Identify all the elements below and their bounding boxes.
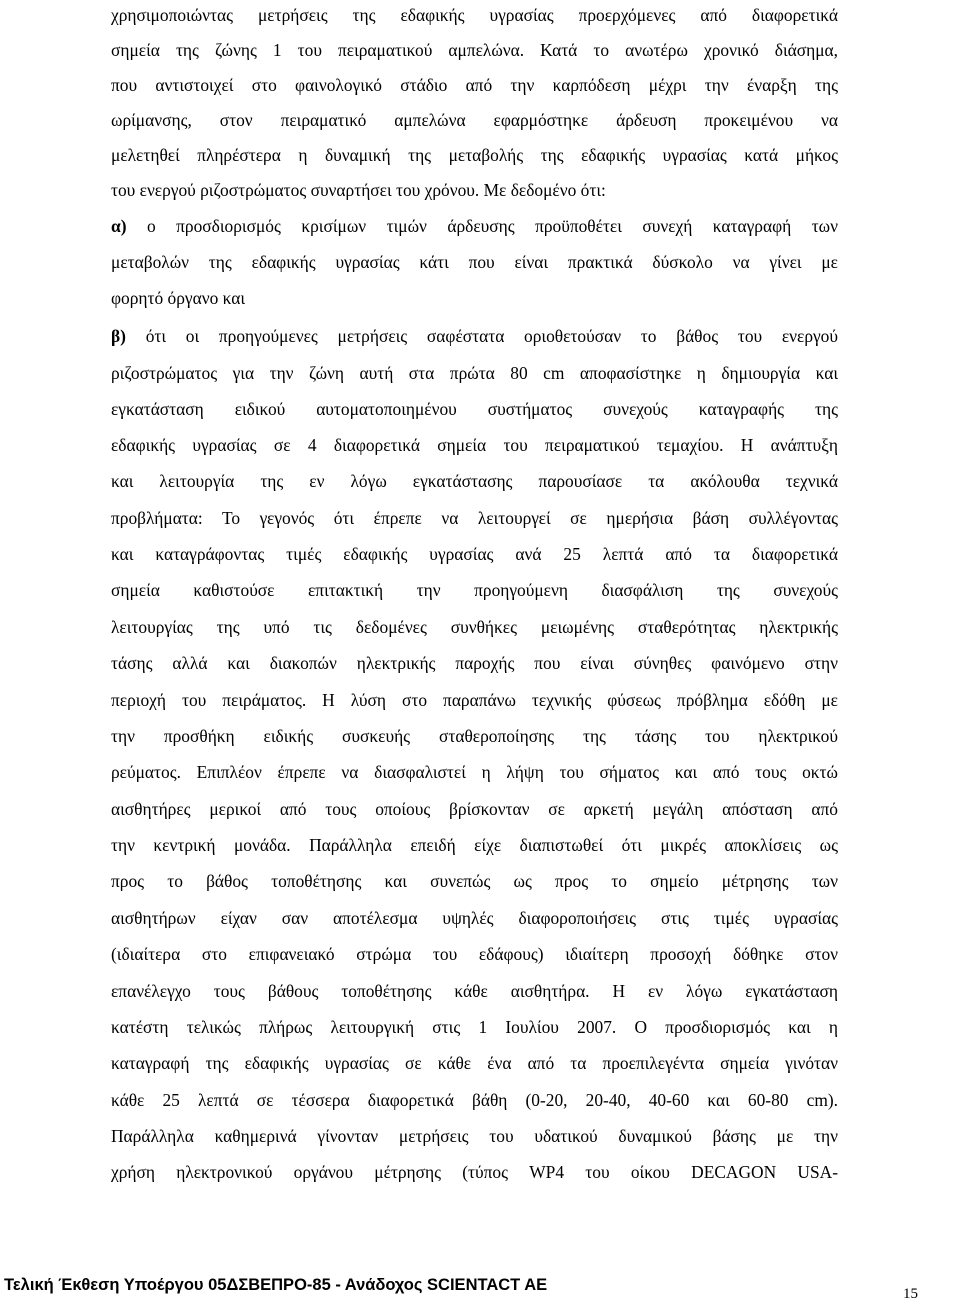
list-marker: β) [111,326,126,346]
page-number: 15 [903,1286,918,1302]
list-marker: α) [111,216,127,236]
text-line: φορητό όργανο και [111,288,246,308]
text-line: σημεία καθιστούσε επιτακτική την προηγούμενη διασφάλιση της συνεχούς [111,580,838,600]
text-line: προς το βάθος τοποθέτησης και συνεπώς ως προς το σημείο μέτρησης των [111,871,838,891]
text-line: ριζοστρώματος για την ζώνη αυτή στα πρώτα 80 cm αποφασίστηκε η δημιουργία και [111,363,838,383]
text-line: ο προσδιορισμός κρισίμων τιμών άρδευσης προϋποθέτει συνεχή καταγραφή των [146,216,838,236]
text-line: κατέστη τελικώς πλήρως λειτουργική στις 1 Ιουλίου 2007. Ο προσδιορισμός και η [111,1017,838,1037]
text-line: την κεντρική μονάδα. Παράλληλα επειδή είχε διαπιστωθεί ότι μικρές αποκλίσεις ως [111,835,838,855]
text-line: χρήση ηλεκτρονικού οργάνου μέτρησης (τύπος WP4 του οίκου DECAGON USA- [111,1162,838,1182]
text-line: και λειτουργία της εν λόγω εγκατάστασης παρουσίασε τα ακόλουθα τεχνικά [111,471,838,491]
list-item-b [111,318,838,354]
text-line: τάσης αλλά και διακοπών ηλεκτρικής παροχής που είναι σύνηθες φαινόμενο στην [111,653,838,673]
text-line: αισθητήρων είχαν σαν αποτέλεσμα υψηλές διαφοροποιήσεις στις τιμές υγρασίας [111,908,838,928]
text-line: προβλήματα: Το γεγονός ότι έπρεπε να λειτουργεί σε ημερήσια βάση συλλέγοντας [111,508,838,528]
text-line: Παράλληλα καθημερινά γίνονταν μετρήσεις του υδατικού δυναμικού βάσης με την [111,1126,838,1146]
text-line: (ιδιαίτερα στο επιφανειακό στρώμα του εδάφους) ιδιαίτερη προσοχή δόθηκε στον [111,944,838,964]
text-line: ρεύματος. Επιπλέον έπρεπε να διασφαλιστεί η λήψη του σήματος και από τους οκτώ [111,762,838,782]
text-line: σημεία της ζώνης 1 του πειραματικού αμπελώνα. Κατά το ανωτέρω χρονικό διάσημα, [111,40,838,60]
text-line: εδαφικής υγρασίας σε 4 διαφορετικά σημεία του πειραματικού τεμαχίου. Η ανάπτυξη [111,435,838,455]
text-line: ότι οι προηγούμενες μετρήσεις σαφέστατα οριοθετούσαν το βάθος του ενεργού [145,326,838,346]
text-line: μεταβολών της εδαφικής υγρασίας κάτι που είναι πρακτικά δύσκολο να γίνει με [111,252,838,272]
text-line: του ενεργού ριζοστρώματος συναρτήσει του χρόνου. Με δεδομένο ότι: [111,180,606,200]
page-footer [0,1268,960,1305]
text-line: εγκατάσταση ειδικού αυτοματοποιημένου συστήματος συνεχούς καταγραφής της [111,399,838,419]
text-line: που αντιστοιχεί στο φαινολογικό στάδιο από την καρπόδεση μέχρι την έναρξη της [111,75,838,95]
list-item-a [111,208,838,244]
footer-title: Τελική Έκθεση Υποέργου 05ΔΣΒΕΠΡΟ-85 - Ανάδοχος SCIENTACT AE [4,1276,548,1294]
text-line: μελετηθεί πληρέστερα η δυναμική της μεταβολής της εδαφικής υγρασίας κατά μήκος [111,145,838,165]
text-line: αισθητήρες μερικοί από τους οποίους βρίσκονταν σε αρκετή μεγάλη απόσταση από [111,799,838,819]
text-line: λειτουργίας της υπό τις δεδομένες συνθήκες μειωμένης σταθερότητας ηλεκτρικής [111,617,838,637]
text-line: ωρίμανσης, στον πειραματικό αμπελώνα εφαρμόστηκε άρδευση προκειμένου να [111,110,838,130]
text-line: χρησιμοποιώντας μετρήσεις της εδαφικής υγρασίας προερχόμενες από διαφορετικά [111,5,838,25]
text-line: κάθε 25 λεπτά σε τέσσερα διαφορετικά βάθη (0-20, 20-40, 40-60 και 60-80 cm). [111,1090,838,1110]
text-line: περιοχή του πειράματος. Η λύση στο παραπάνω τεχνικής φύσεως πρόβλημα εδόθη με [111,690,838,710]
text-line: και καταγράφοντας τιμές εδαφικής υγρασίας ανά 25 λεπτά από τα διαφορετικά [111,544,838,564]
text-line: επανέλεγχο τους βάθους τοποθέτησης κάθε αισθητήρα. Η εν λόγω εγκατάσταση [111,981,838,1001]
text-line: την προσθήκη ειδικής συσκευής σταθεροποίησης της τάσης του ηλεκτρικού [111,726,838,746]
text-line: καταγραφή της εδαφικής υγρασίας σε κάθε ένα από τα προεπιλεγέντα σημεία γινόταν [111,1053,838,1073]
